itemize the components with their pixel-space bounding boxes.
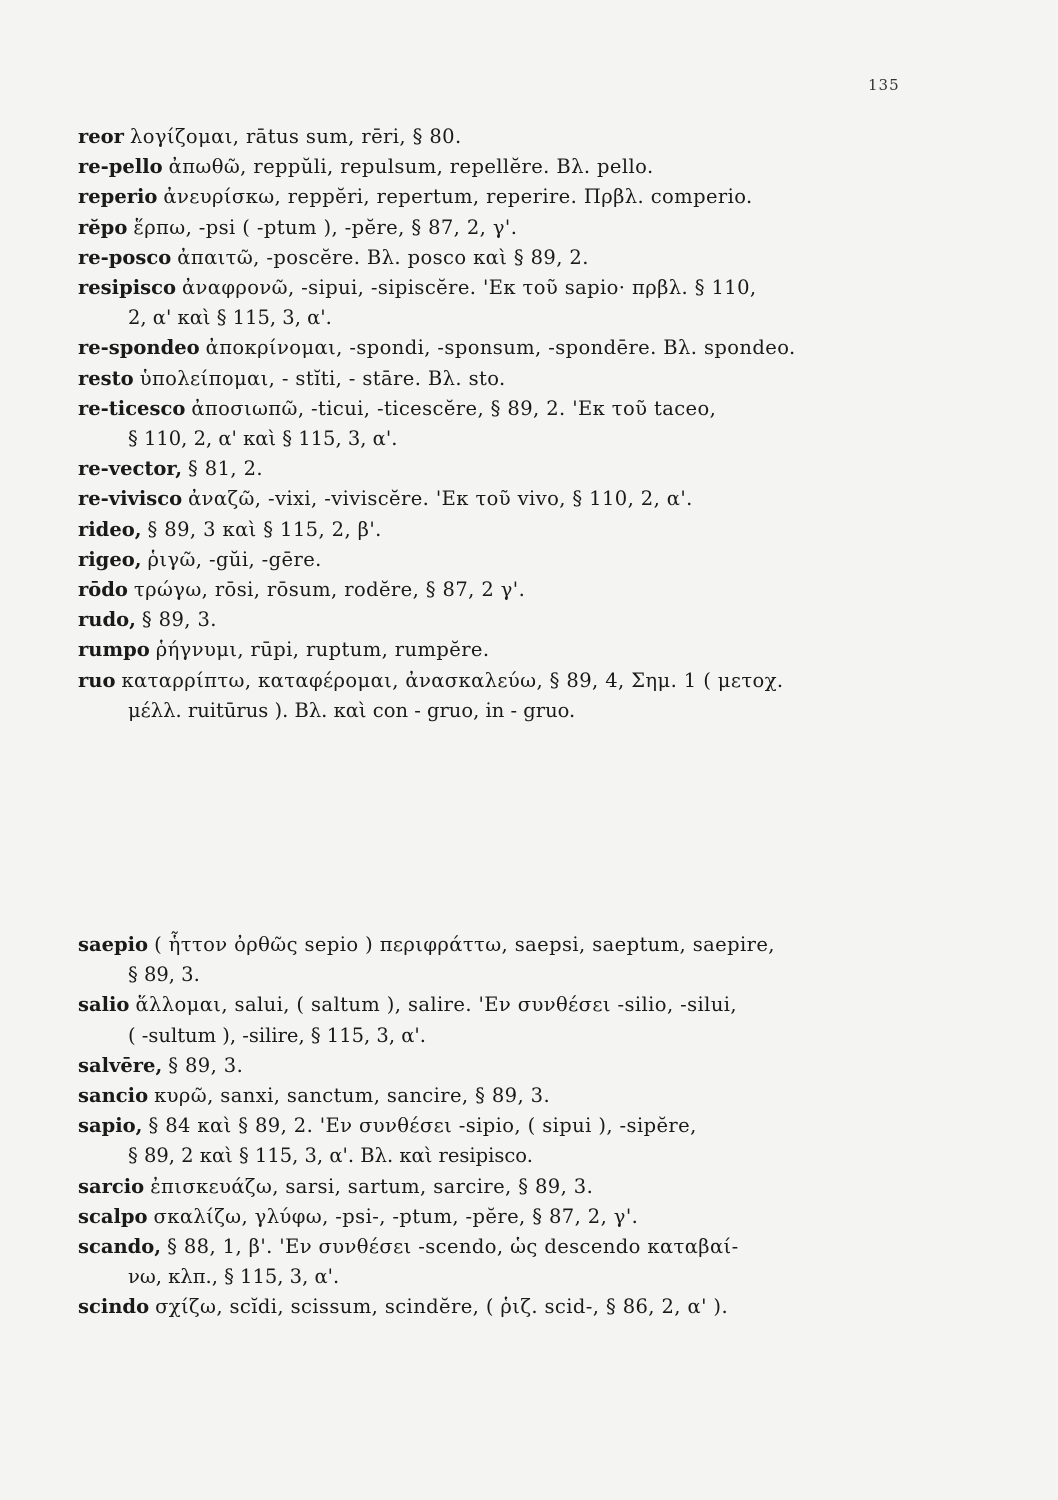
entry-headword: rideo,: [78, 517, 142, 541]
entry-headword: re-ticesco: [78, 396, 186, 420]
entry-definition: ἀποσιωπῶ, -ticui, -ticescĕre, § 89, 2. 'Εκ τοῦ taceo,: [191, 396, 717, 420]
entries-section-s: [78, 930, 958, 1323]
entry-definition: ἀνευρίσκω, reppĕri, repertum, reperire. Πρβλ. comperio.: [163, 185, 753, 209]
entry-continuation: νω, κλπ., § 115, 3, α'.: [128, 1265, 340, 1289]
entry-definition: τρώγω, rōsi, rōsum, rodĕre, § 87, 2 γ'.: [133, 578, 526, 602]
entry-definition: σχίζω, scĭdi, scissum, scindĕre, ( ῥιζ. scid-, § 86, 2, α' ).: [155, 1295, 729, 1319]
entry-definition: σκαλίζω, γλύφω, -psi-, -ptum, -pĕre, § 87, 2, γ'.: [153, 1204, 639, 1228]
entry-headword: re-pello: [78, 155, 163, 179]
entry-definition: ( ἧττον ὀρθῶς sepio ) περιφράττω, saepsi, saeptum, saepire,: [154, 933, 775, 956]
dictionary-entry: [78, 243, 958, 273]
entry-headword: rĕpo: [78, 215, 128, 239]
entry-headword: re-vivisco: [78, 487, 183, 511]
entry-continuation: μέλλ. ruitūrus ). Βλ. καὶ con - gruo, in - gruo.: [128, 698, 576, 722]
entry-definition: § 84 καὶ § 89, 2. 'Εν συνθέσει -sipio, ( sipui ), -sipĕre,: [148, 1114, 697, 1138]
entry-definition: κυρῶ, sanxi, sanctum, sancire, § 89, 3.: [154, 1084, 551, 1108]
entry-definition: ἀπωθῶ, reppŭli, repulsum, repellĕre. Βλ. pello.: [168, 155, 654, 179]
entry-headword: scando,: [78, 1235, 162, 1259]
page-number: 135: [868, 76, 900, 94]
entry-headword: rumpo: [78, 638, 150, 662]
dictionary-entry: [78, 213, 958, 243]
entry-definition: § 89, 3.: [141, 608, 217, 632]
dictionary-entry: [78, 394, 958, 454]
dictionary-entry: [78, 575, 958, 605]
dictionary-entry: [78, 364, 958, 394]
dictionary-entry: [78, 545, 958, 575]
entry-headword: re-posco: [78, 245, 172, 269]
dictionary-entry: [78, 990, 958, 1050]
dictionary-entry: [78, 605, 958, 635]
entry-headword: reperio: [78, 185, 158, 209]
entry-definition: ἕρπω, -psi ( -ptum ), -pĕre, § 87, 2, γ'.: [133, 215, 518, 239]
dictionary-entry: [78, 454, 958, 484]
dictionary-entry: [78, 635, 958, 665]
entry-definition: § 81, 2.: [188, 457, 264, 481]
entry-definition: ὑπολείπομαι, - stĭti, - stāre. Βλ. sto.: [139, 366, 506, 390]
dictionary-entry: [78, 484, 958, 514]
dictionary-entry: [78, 152, 958, 182]
entry-headword: resipisco: [78, 276, 176, 300]
dictionary-entry: [78, 1292, 958, 1322]
entry-definition: § 89, 3.: [168, 1053, 244, 1077]
entry-headword: rigeo,: [78, 547, 142, 571]
entry-headword: sapio,: [78, 1114, 143, 1138]
dictionary-entry: [78, 930, 958, 990]
entry-headword: re-vector,: [78, 457, 183, 481]
entry-definition: ῥιγῶ, -gŭi, -gēre.: [147, 547, 322, 571]
entry-headword: scindo: [78, 1295, 150, 1319]
entry-headword: sarcio: [78, 1174, 145, 1198]
entry-continuation: § 110, 2, α' καὶ § 115, 3, α'.: [128, 427, 398, 451]
entry-continuation: 2, α' καὶ § 115, 3, α'.: [128, 306, 332, 330]
entry-headword: sancio: [78, 1084, 149, 1108]
entry-headword: rudo,: [78, 608, 136, 632]
entry-definition: ῥήγνυμι, rūpi, ruptum, rumpĕre.: [155, 638, 490, 662]
entry-definition: ἅλλομαι, salui, ( saltum ), salire. 'Εν συνθέσει -silio, -silui,: [135, 993, 738, 1017]
dictionary-entry: [78, 273, 958, 333]
entry-headword: scalpo: [78, 1204, 148, 1228]
dictionary-entry: [78, 515, 958, 545]
entry-definition: ἀναζῶ, -vixi, -viviscĕre. 'Εκ τοῦ vivo, § 110, 2, α'.: [188, 487, 693, 511]
dictionary-entry: [78, 182, 958, 212]
entry-headword: rōdo: [78, 578, 128, 602]
dictionary-entry: [78, 1111, 958, 1171]
dictionary-entry: [78, 1081, 958, 1111]
entry-definition: ἀναφρονῶ, -sipui, -sipiscĕre. 'Εκ τοῦ sapio· πρβλ. § 110,: [181, 276, 757, 300]
entry-headword: resto: [78, 366, 134, 390]
entry-definition: ἀποκρίνομαι, -spondi, -sponsum, -spondēre. Βλ. spondeo.: [205, 336, 796, 360]
entry-continuation: § 89, 2 καὶ § 115, 3, α'. Βλ. καὶ resipisco.: [128, 1144, 533, 1168]
entry-headword: re-spondeo: [78, 336, 200, 360]
entry-definition: καταρρίπτω, καταφέρομαι, ἀνασκαλεύω, § 89, 4, Σημ. 1 ( μετοχ.: [121, 668, 784, 692]
entry-headword: reor: [78, 125, 124, 148]
entries-section-r: [78, 122, 958, 726]
entry-continuation: ( -sultum ), -silire, § 115, 3, α'.: [128, 1023, 426, 1047]
dictionary-entry: [78, 122, 958, 152]
dictionary-entry: [78, 1172, 958, 1202]
entry-definition: ἀπαιτῶ, -poscĕre. Βλ. posco καὶ § 89, 2.: [177, 245, 589, 269]
dictionary-entry: [78, 666, 958, 726]
entry-headword: ruo: [78, 668, 116, 692]
dictionary-entry: [78, 1232, 958, 1292]
entry-headword: salvēre,: [78, 1053, 163, 1077]
entry-continuation: § 89, 3.: [128, 963, 200, 987]
entry-definition: § 89, 3 καὶ § 115, 2, β'.: [147, 517, 382, 541]
dictionary-entry: [78, 333, 958, 363]
entry-definition: ἐπισκευάζω, sarsi, sartum, sarcire, § 89, 3.: [150, 1174, 594, 1198]
entry-headword: salio: [78, 993, 130, 1017]
entry-definition: λογίζομαι, rātus sum, rēri, § 80.: [129, 125, 462, 148]
entry-headword: saepio: [78, 933, 149, 956]
dictionary-entry: [78, 1051, 958, 1081]
dictionary-entry: [78, 1202, 958, 1232]
entry-definition: § 88, 1, β'. 'Εν συνθέσει -scendo, ὡς descendo καταβαί-: [167, 1235, 739, 1259]
